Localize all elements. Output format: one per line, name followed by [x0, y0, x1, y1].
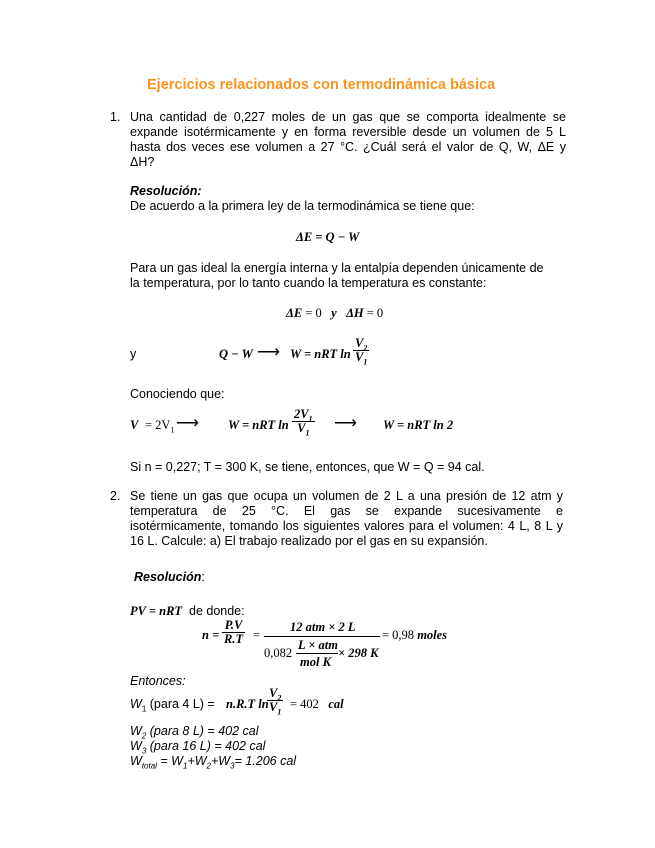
subscript: 1	[363, 357, 368, 367]
denominator: V	[355, 350, 364, 364]
delta-h-symbol: ΔH	[346, 306, 364, 320]
resolution-label-2	[134, 570, 205, 585]
problem-1-statement	[130, 110, 566, 170]
arrow-icon: ⟶	[334, 415, 357, 432]
eq4-v: V	[130, 418, 139, 432]
pv-equation	[130, 604, 245, 619]
n-value: = 0,98	[382, 628, 415, 642]
n-equals: n =	[202, 628, 220, 642]
w1-result	[290, 697, 344, 712]
wt-part: = 1.206 cal	[234, 754, 297, 768]
subscript: 1	[141, 704, 147, 714]
entonces-label: Entonces:	[130, 674, 186, 688]
wt-symbol: W	[130, 754, 142, 768]
arrow-icon: ⟶	[176, 415, 199, 432]
fraction-pv-rt	[222, 619, 245, 646]
subscript: 3	[141, 746, 147, 756]
den-b-text: × 298 K	[338, 646, 379, 660]
numerator: 2V	[294, 407, 309, 421]
numerator: V	[355, 336, 364, 350]
pv-nrt: PV = nRT	[130, 604, 183, 618]
subscript: 1	[277, 707, 282, 717]
eq4-work: W = nRT ln	[228, 418, 289, 432]
problem-1-line: expande isotérmicamente y en forma reversible desde un volumen de 5 L	[130, 125, 566, 139]
problem-2-line: 16 L. Calcule: a) El trabajo realizado por el gas en su expansión.	[130, 534, 488, 548]
w2-text: (para 8 L) = 402 cal	[149, 724, 259, 738]
frac2-inner-den: mol K	[300, 655, 331, 669]
subscript: 1	[308, 414, 313, 424]
w3-text: (para 16 L) = 402 cal	[149, 739, 266, 753]
problem-1-line: Una cantidad de 0,227 moles de un gas que se comporta idealmente se	[130, 110, 566, 124]
w1-unit: cal	[328, 697, 344, 711]
eq4-2v1	[145, 418, 174, 433]
n-unit: moles	[417, 628, 448, 642]
equals-zero: = 0	[366, 306, 384, 320]
arrow-icon: ⟶	[257, 344, 280, 361]
first-law-intro: De acuerdo a la primera ley de la termodinámica se tiene que:	[130, 199, 475, 213]
subscript: 1	[305, 428, 310, 438]
fraction-v2-v1	[353, 336, 369, 367]
problem-2-line: isotérmicamente, tomando los siguientes valores para el volumen: 4 L, 8 L y	[130, 519, 563, 533]
equals-sign: =	[253, 628, 261, 642]
eq4-text: = 2V	[145, 418, 171, 432]
n-result	[382, 628, 447, 643]
wtotal-line	[130, 754, 296, 769]
equals-zero: = 0	[305, 306, 322, 320]
w2-line	[130, 724, 259, 739]
w2-symbol: W	[130, 724, 142, 738]
frac2-inner-bar	[296, 653, 338, 654]
subscript: 1	[170, 425, 175, 435]
wt-part: +W	[211, 754, 231, 768]
wt-part: +W	[187, 754, 207, 768]
w3-symbol: W	[130, 739, 142, 753]
frac2-den-b	[338, 646, 378, 661]
w1-line	[130, 697, 215, 712]
equation-work-right: W = nRT ln	[290, 347, 351, 361]
problem-2-line: temperatura de 25 °C. El gas se expande sucesivamente e	[130, 504, 563, 518]
numerator: V	[269, 686, 278, 700]
y-word: y	[331, 306, 337, 320]
subscript: 2	[363, 343, 368, 353]
denominator: V	[297, 421, 306, 435]
resolution-label-1: Resolución:	[130, 184, 202, 198]
fraction-2v1-v1	[292, 407, 315, 438]
subscript: 2	[206, 761, 211, 771]
subscript: 2	[141, 731, 147, 741]
subscript: 2	[277, 693, 282, 703]
equation-work-left: Q − W	[219, 347, 253, 361]
subscript: total	[141, 761, 157, 771]
frac2-den-a: 0,082	[264, 646, 293, 660]
problem-2-statement	[130, 489, 563, 549]
equation-first-law: ΔE = Q − W	[296, 230, 360, 244]
w1-symbol: W	[130, 697, 142, 711]
de-donde: de donde:	[189, 604, 245, 618]
paragraph-line: la temperatura, por lo tanto cuando la temperatura es constante:	[130, 276, 487, 290]
numerator: P.V	[222, 619, 245, 633]
denominator: R.T	[224, 632, 244, 646]
resolution-text: Resolución	[134, 570, 202, 584]
frac2-numerator	[290, 620, 355, 635]
delta-e-symbol: ΔE	[286, 306, 303, 320]
page-title: Ejercicios relacionados con termodinámica básica	[147, 77, 496, 93]
problem-1-conclusion: Si n = 0,227; T = 300 K, se tiene, entonces, que W = Q = 94 cal.	[130, 460, 485, 474]
knowing-label: Conociendo que:	[130, 387, 225, 401]
w1-condition: (para 4 L) =	[149, 697, 215, 711]
frac2-inner-num: L × atm	[298, 638, 338, 652]
numerator-text: 12 atm × 2 L	[290, 620, 356, 634]
eq4-result: W = nRT ln 2	[383, 418, 454, 432]
problem-2-number: 2.	[110, 489, 121, 503]
subscript: 1	[182, 761, 188, 771]
y-label: y	[130, 347, 137, 361]
denominator: V	[269, 700, 278, 714]
wt-part: = W	[156, 754, 183, 768]
fraction-w1	[267, 686, 283, 717]
w1-value: = 402	[290, 697, 319, 711]
w3-line	[130, 739, 265, 754]
problem-1-number: 1.	[110, 110, 121, 124]
ideal-gas-paragraph	[130, 261, 544, 291]
problem-2-line: Se tiene un gas que ocupa un volumen de 2 L a una presión de 12 atm y	[130, 489, 563, 503]
equation-constant-energy	[286, 306, 383, 321]
paragraph-line: Para un gas ideal la energía interna y la entalpía dependen únicamente de	[130, 261, 544, 275]
problem-1-line: hasta dos veces ese volumen a 27 °C. ¿Cuál será el valor de Q, W, ΔE y	[130, 140, 566, 154]
w1-expression: n.R.T ln	[226, 697, 269, 711]
frac2-bar	[264, 636, 380, 637]
problem-1-line: ΔH?	[130, 155, 155, 169]
resolution-colon: :	[201, 570, 205, 584]
subscript: 3	[230, 761, 235, 771]
